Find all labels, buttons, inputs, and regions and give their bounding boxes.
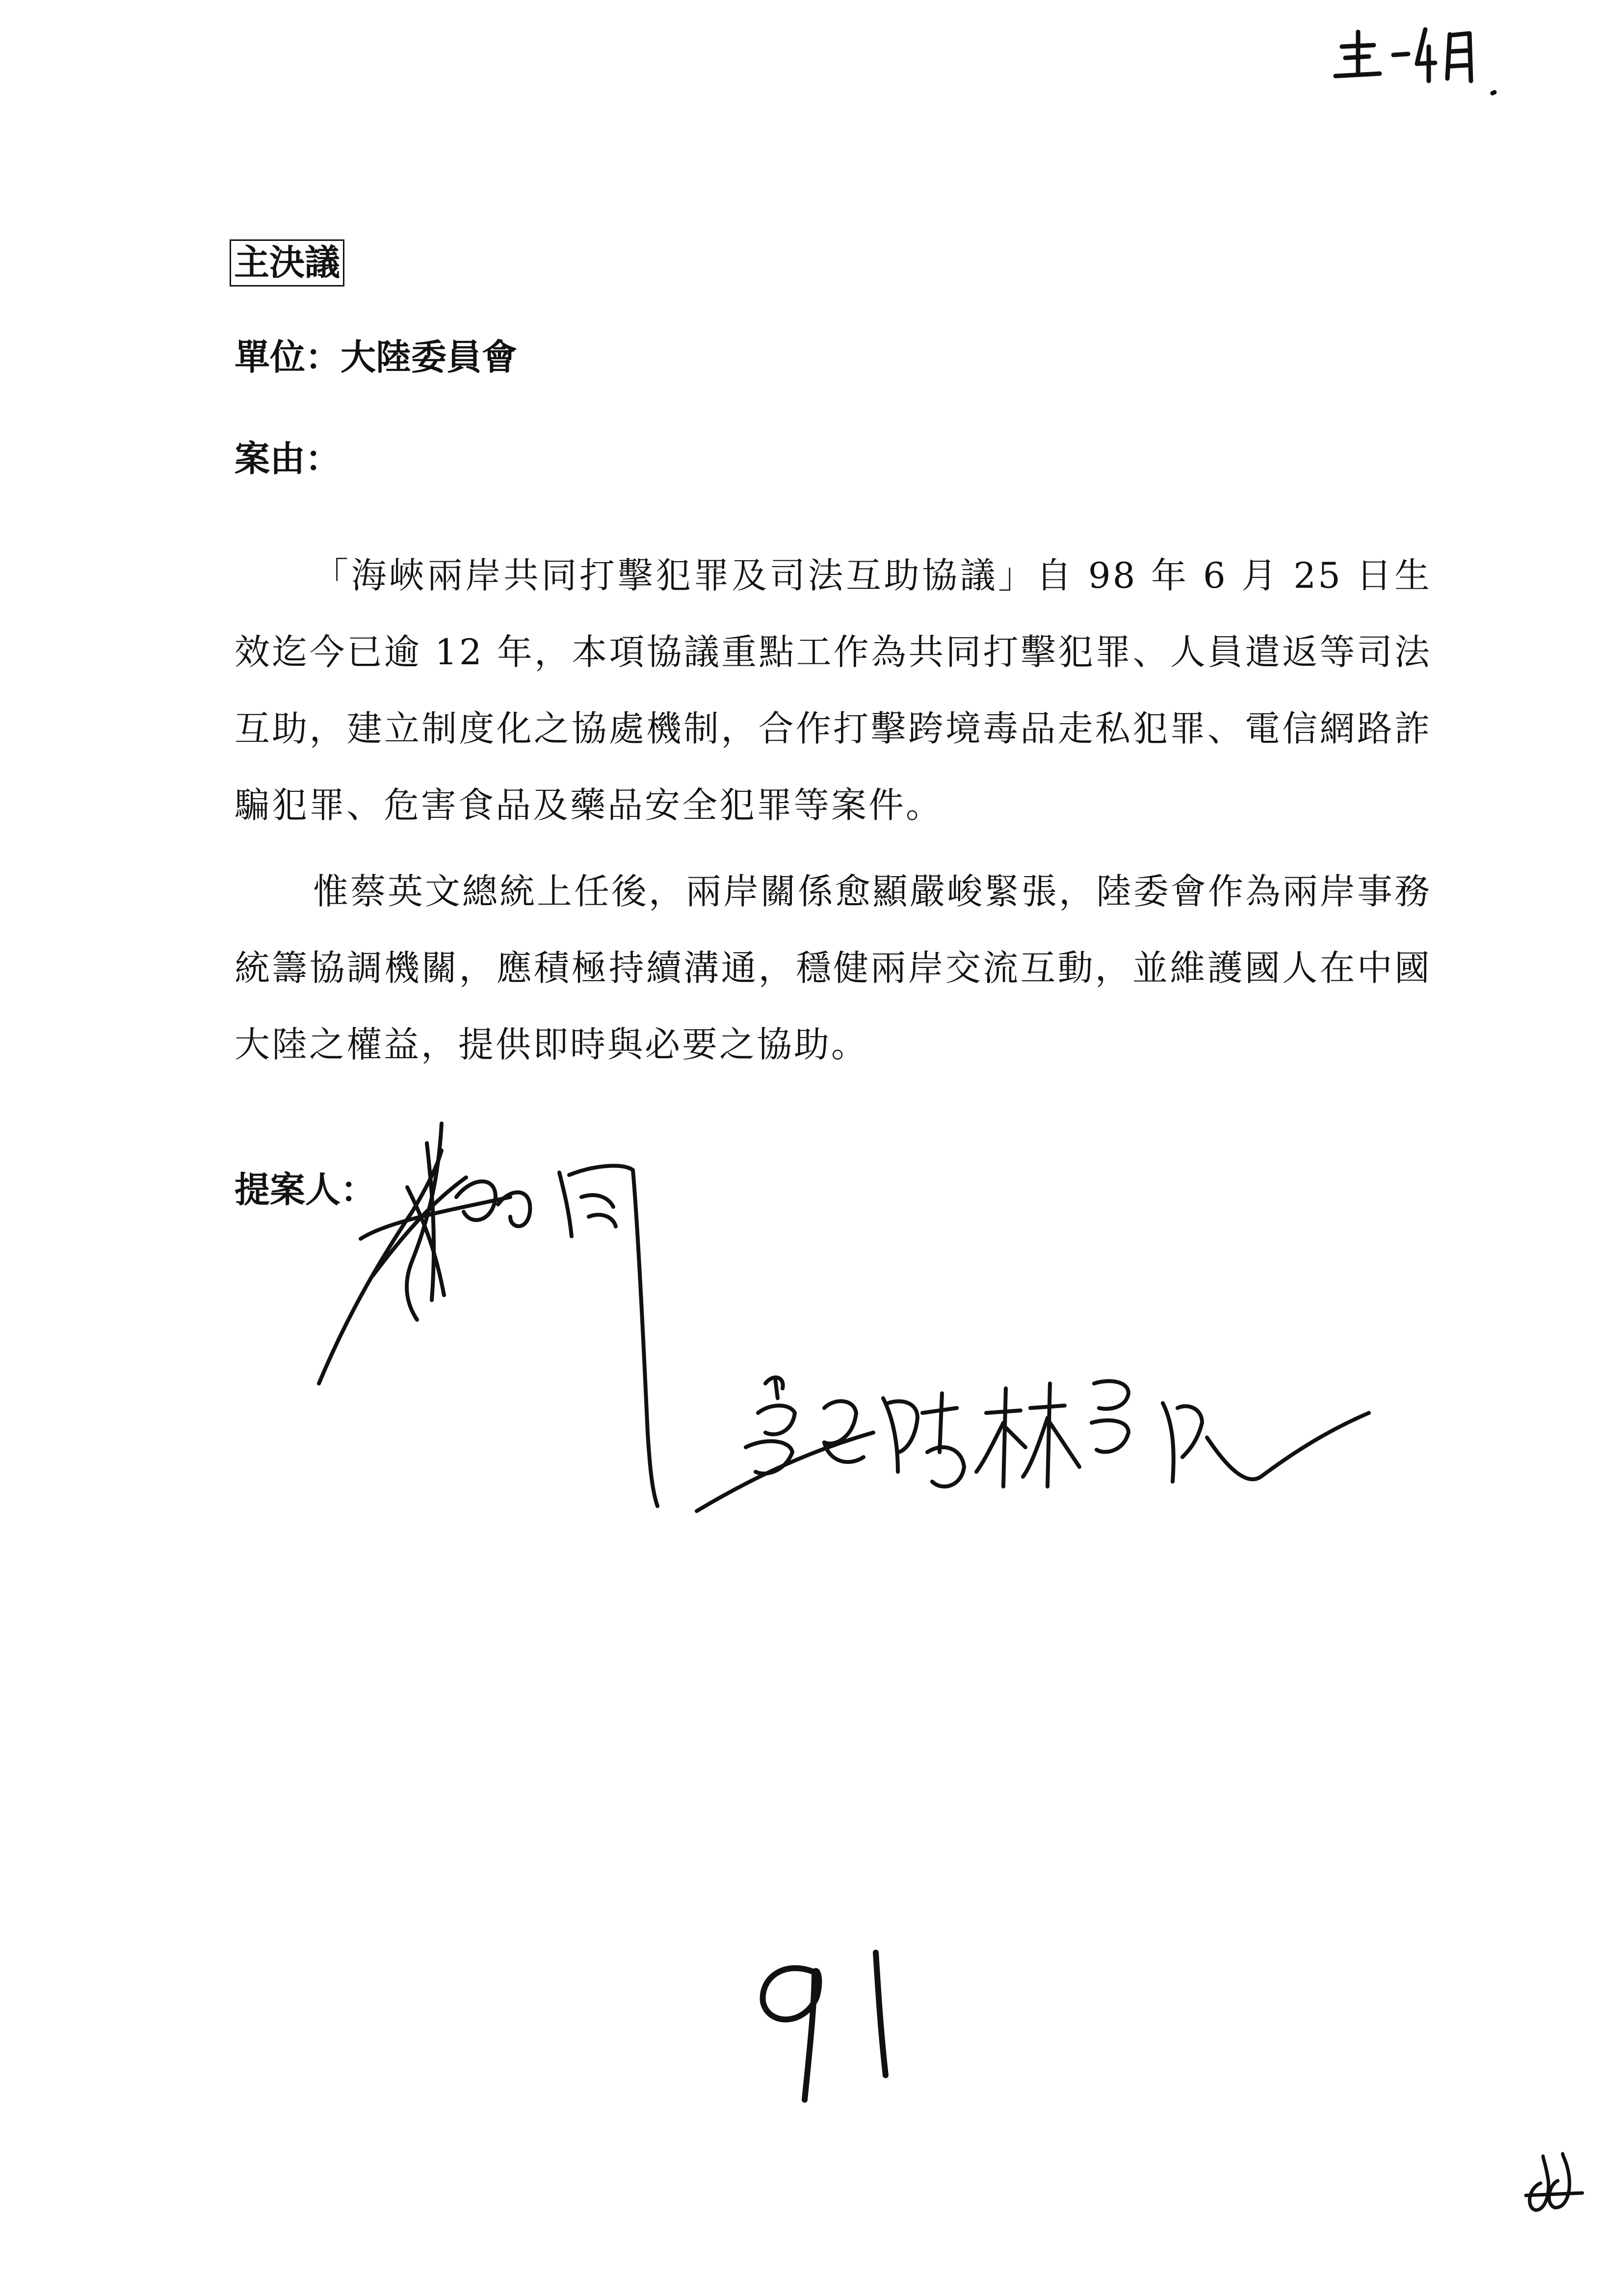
boxed-title: 主決議 (230, 239, 344, 287)
unit-value: 大陸委員會 (341, 336, 518, 378)
case-label: 案由： (235, 438, 341, 479)
unit-label: 單位： (235, 336, 341, 378)
paragraph-1: 「海峽兩岸共同打擊犯罪及司法互助協議」自 98 年 6 月 25 日生效迄今已逾 12 年，本項協議重點工作為共同打擊犯罪、人員遣返等司法互助，建立制度化之協處機制，合作打擊跨境毒品走私犯罪、電信網路詐騙犯罪、危害食品及藥品安全犯罪等案件。 (235, 555, 1432, 826)
proposer-label: 提案人： (235, 1169, 376, 1210)
paragraph-2: 惟蔡英文總統上任後，兩岸關係愈顯嚴峻緊張，陸委會作為兩岸事務統籌協調機關，應積極持續溝通，穩健兩岸交流互動，並維護國人在中國大陸之權益，提供即時與必要之協助。 (235, 871, 1432, 1065)
